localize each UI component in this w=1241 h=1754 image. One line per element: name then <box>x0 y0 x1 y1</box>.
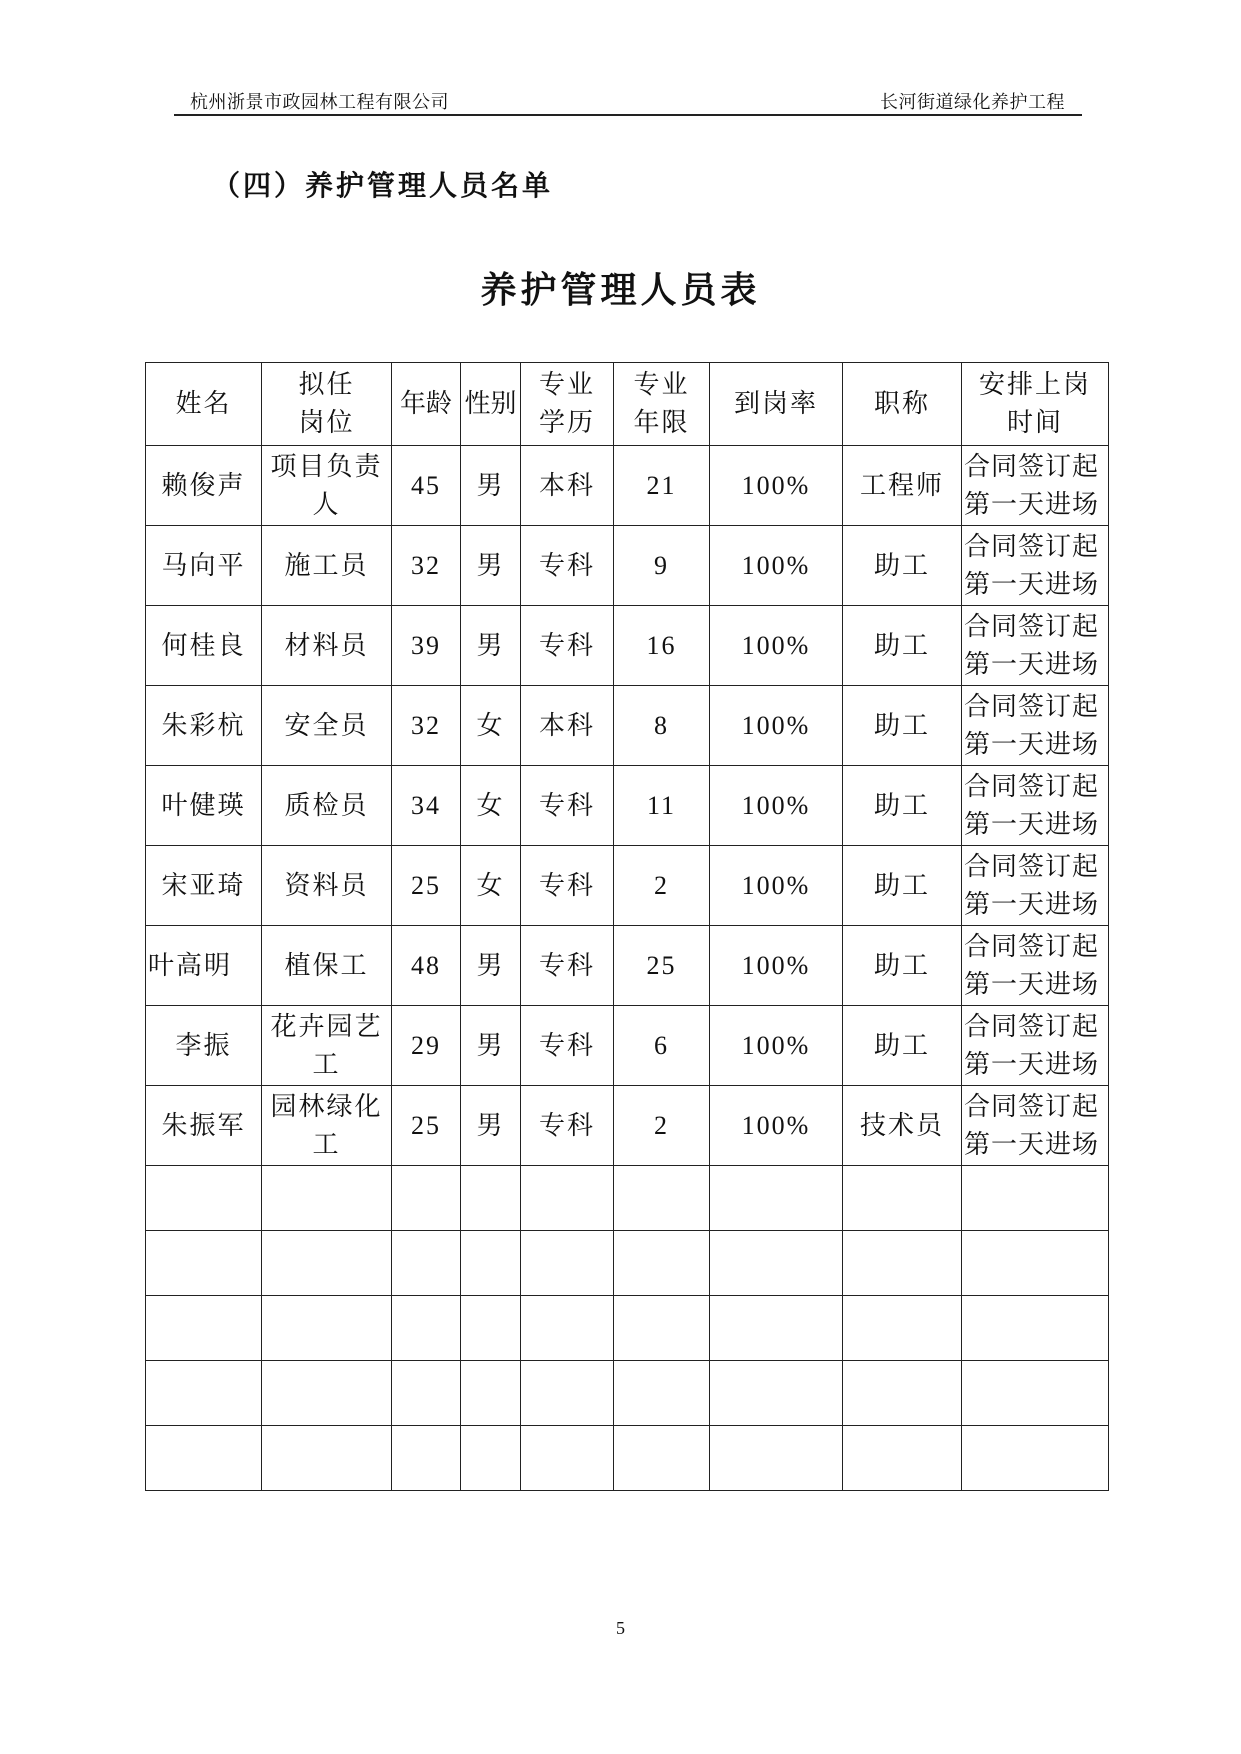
empty-table-row <box>146 1361 1109 1426</box>
cell-education: 本科 <box>521 446 614 526</box>
empty-cell <box>962 1426 1109 1491</box>
table-row <box>146 686 1109 766</box>
empty-cell <box>521 1231 614 1296</box>
col-header-title: 职称 <box>843 363 962 446</box>
cell-education: 专科 <box>521 1086 614 1166</box>
table-row <box>146 526 1109 606</box>
empty-cell <box>710 1231 843 1296</box>
cell-education: 专科 <box>521 1006 614 1086</box>
cell-gender: 男 <box>461 1086 521 1166</box>
empty-cell <box>962 1361 1109 1426</box>
col-header-education: 专业 学历 <box>521 363 614 446</box>
cell-attendance: 100% <box>710 1006 843 1086</box>
cell-age: 25 <box>392 846 461 926</box>
empty-table-row <box>146 1296 1109 1361</box>
cell-position: 花卉园艺工 <box>262 1006 392 1086</box>
cell-years: 2 <box>614 846 710 926</box>
empty-cell <box>461 1296 521 1361</box>
cell-title: 助工 <box>843 766 962 846</box>
cell-age: 29 <box>392 1006 461 1086</box>
empty-cell <box>146 1361 262 1426</box>
cell-schedule: 合同签订起 第一天进场 <box>962 606 1109 686</box>
staff-table <box>145 362 1109 1491</box>
cell-title: 助工 <box>843 926 962 1006</box>
cell-attendance: 100% <box>710 926 843 1006</box>
empty-cell <box>392 1296 461 1361</box>
header-rule <box>174 114 1082 116</box>
cell-age: 32 <box>392 686 461 766</box>
cell-attendance: 100% <box>710 846 843 926</box>
empty-table-row <box>146 1166 1109 1231</box>
cell-education: 专科 <box>521 606 614 686</box>
empty-cell <box>461 1361 521 1426</box>
empty-cell <box>461 1231 521 1296</box>
empty-cell <box>521 1166 614 1231</box>
cell-name: 叶健瑛 <box>146 766 262 846</box>
cell-gender: 女 <box>461 686 521 766</box>
cell-name: 何桂良 <box>146 606 262 686</box>
empty-cell <box>710 1426 843 1491</box>
table-row <box>146 926 1109 1006</box>
table-row <box>146 1086 1109 1166</box>
empty-cell <box>521 1426 614 1491</box>
empty-cell <box>843 1166 962 1231</box>
cell-gender: 男 <box>461 1006 521 1086</box>
empty-cell <box>710 1296 843 1361</box>
cell-position: 园林绿化工 <box>262 1086 392 1166</box>
table-title: 养护管理人员表 <box>480 269 761 311</box>
cell-attendance: 100% <box>710 526 843 606</box>
table-row <box>146 766 1109 846</box>
cell-years: 9 <box>614 526 710 606</box>
empty-cell <box>521 1361 614 1426</box>
cell-education: 专科 <box>521 526 614 606</box>
table-header-row <box>146 363 1109 446</box>
empty-table-row <box>146 1426 1109 1491</box>
col-header-gender: 性别 <box>461 363 521 446</box>
cell-schedule: 合同签订起 第一天进场 <box>962 1086 1109 1166</box>
table-body <box>146 446 1109 1491</box>
empty-cell <box>962 1231 1109 1296</box>
cell-schedule: 合同签订起 第一天进场 <box>962 526 1109 606</box>
empty-cell <box>461 1166 521 1231</box>
cell-title: 助工 <box>843 1006 962 1086</box>
cell-gender: 女 <box>461 766 521 846</box>
cell-years: 25 <box>614 926 710 1006</box>
cell-schedule: 合同签订起 第一天进场 <box>962 1006 1109 1086</box>
header-company: 杭州浙景市政园林工程有限公司 <box>190 92 449 113</box>
cell-title: 助工 <box>843 846 962 926</box>
cell-schedule: 合同签订起 第一天进场 <box>962 926 1109 1006</box>
empty-cell <box>843 1426 962 1491</box>
cell-position: 资料员 <box>262 846 392 926</box>
cell-years: 2 <box>614 1086 710 1166</box>
cell-age: 39 <box>392 606 461 686</box>
cell-age: 45 <box>392 446 461 526</box>
cell-years: 11 <box>614 766 710 846</box>
cell-years: 21 <box>614 446 710 526</box>
cell-title: 工程师 <box>843 446 962 526</box>
cell-age: 48 <box>392 926 461 1006</box>
cell-name: 马向平 <box>146 526 262 606</box>
table-row <box>146 606 1109 686</box>
col-header-attendance: 到岗率 <box>710 363 843 446</box>
empty-cell <box>614 1231 710 1296</box>
cell-years: 16 <box>614 606 710 686</box>
empty-cell <box>392 1361 461 1426</box>
cell-education: 本科 <box>521 686 614 766</box>
empty-cell <box>962 1296 1109 1361</box>
table-row <box>146 1006 1109 1086</box>
empty-cell <box>392 1166 461 1231</box>
cell-attendance: 100% <box>710 766 843 846</box>
table-row <box>146 446 1109 526</box>
empty-cell <box>392 1231 461 1296</box>
cell-name: 赖俊声 <box>146 446 262 526</box>
page-number: 5 <box>616 1618 625 1638</box>
empty-cell <box>392 1426 461 1491</box>
empty-cell <box>262 1296 392 1361</box>
cell-gender: 男 <box>461 926 521 1006</box>
cell-years: 6 <box>614 1006 710 1086</box>
cell-gender: 女 <box>461 846 521 926</box>
cell-title: 助工 <box>843 526 962 606</box>
cell-age: 25 <box>392 1086 461 1166</box>
empty-cell <box>614 1296 710 1361</box>
header-project: 长河街道绿化养护工程 <box>880 92 1065 113</box>
empty-cell <box>146 1426 262 1491</box>
col-header-name: 姓名 <box>146 363 262 446</box>
cell-attendance: 100% <box>710 686 843 766</box>
cell-title: 技术员 <box>843 1086 962 1166</box>
empty-cell <box>843 1231 962 1296</box>
cell-years: 8 <box>614 686 710 766</box>
empty-cell <box>614 1361 710 1426</box>
cell-education: 专科 <box>521 926 614 1006</box>
cell-name: 叶高明 <box>146 926 262 1006</box>
cell-gender: 男 <box>461 526 521 606</box>
col-header-position: 拟任 岗位 <box>262 363 392 446</box>
cell-education: 专科 <box>521 766 614 846</box>
cell-position: 植保工 <box>262 926 392 1006</box>
cell-name: 宋亚琦 <box>146 846 262 926</box>
cell-position: 质检员 <box>262 766 392 846</box>
cell-age: 32 <box>392 526 461 606</box>
cell-age: 34 <box>392 766 461 846</box>
empty-cell <box>843 1296 962 1361</box>
empty-cell <box>146 1231 262 1296</box>
table-row <box>146 846 1109 926</box>
cell-title: 助工 <box>843 686 962 766</box>
empty-cell <box>614 1426 710 1491</box>
cell-position: 材料员 <box>262 606 392 686</box>
cell-position: 施工员 <box>262 526 392 606</box>
cell-schedule: 合同签订起 第一天进场 <box>962 446 1109 526</box>
cell-gender: 男 <box>461 606 521 686</box>
empty-cell <box>521 1296 614 1361</box>
col-header-age: 年龄 <box>392 363 461 446</box>
cell-schedule: 合同签订起 第一天进场 <box>962 846 1109 926</box>
cell-title: 助工 <box>843 606 962 686</box>
empty-cell <box>614 1166 710 1231</box>
cell-attendance: 100% <box>710 1086 843 1166</box>
cell-position: 项目负责人 <box>262 446 392 526</box>
cell-attendance: 100% <box>710 606 843 686</box>
empty-cell <box>262 1361 392 1426</box>
empty-cell <box>146 1166 262 1231</box>
cell-name: 朱彩杭 <box>146 686 262 766</box>
empty-cell <box>710 1361 843 1426</box>
section-heading: （四）养护管理人员名单 <box>212 169 554 202</box>
empty-cell <box>461 1426 521 1491</box>
empty-cell <box>262 1231 392 1296</box>
cell-schedule: 合同签订起 第一天进场 <box>962 686 1109 766</box>
empty-cell <box>146 1296 262 1361</box>
cell-name: 朱振军 <box>146 1086 262 1166</box>
cell-name: 李振 <box>146 1006 262 1086</box>
empty-cell <box>262 1166 392 1231</box>
cell-gender: 男 <box>461 446 521 526</box>
cell-attendance: 100% <box>710 446 843 526</box>
empty-table-row <box>146 1231 1109 1296</box>
empty-cell <box>262 1426 392 1491</box>
cell-schedule: 合同签订起 第一天进场 <box>962 766 1109 846</box>
col-header-schedule: 安排上岗 时间 <box>962 363 1109 446</box>
col-header-years: 专业 年限 <box>614 363 710 446</box>
empty-cell <box>843 1361 962 1426</box>
empty-cell <box>962 1166 1109 1231</box>
cell-position: 安全员 <box>262 686 392 766</box>
empty-cell <box>710 1166 843 1231</box>
cell-education: 专科 <box>521 846 614 926</box>
